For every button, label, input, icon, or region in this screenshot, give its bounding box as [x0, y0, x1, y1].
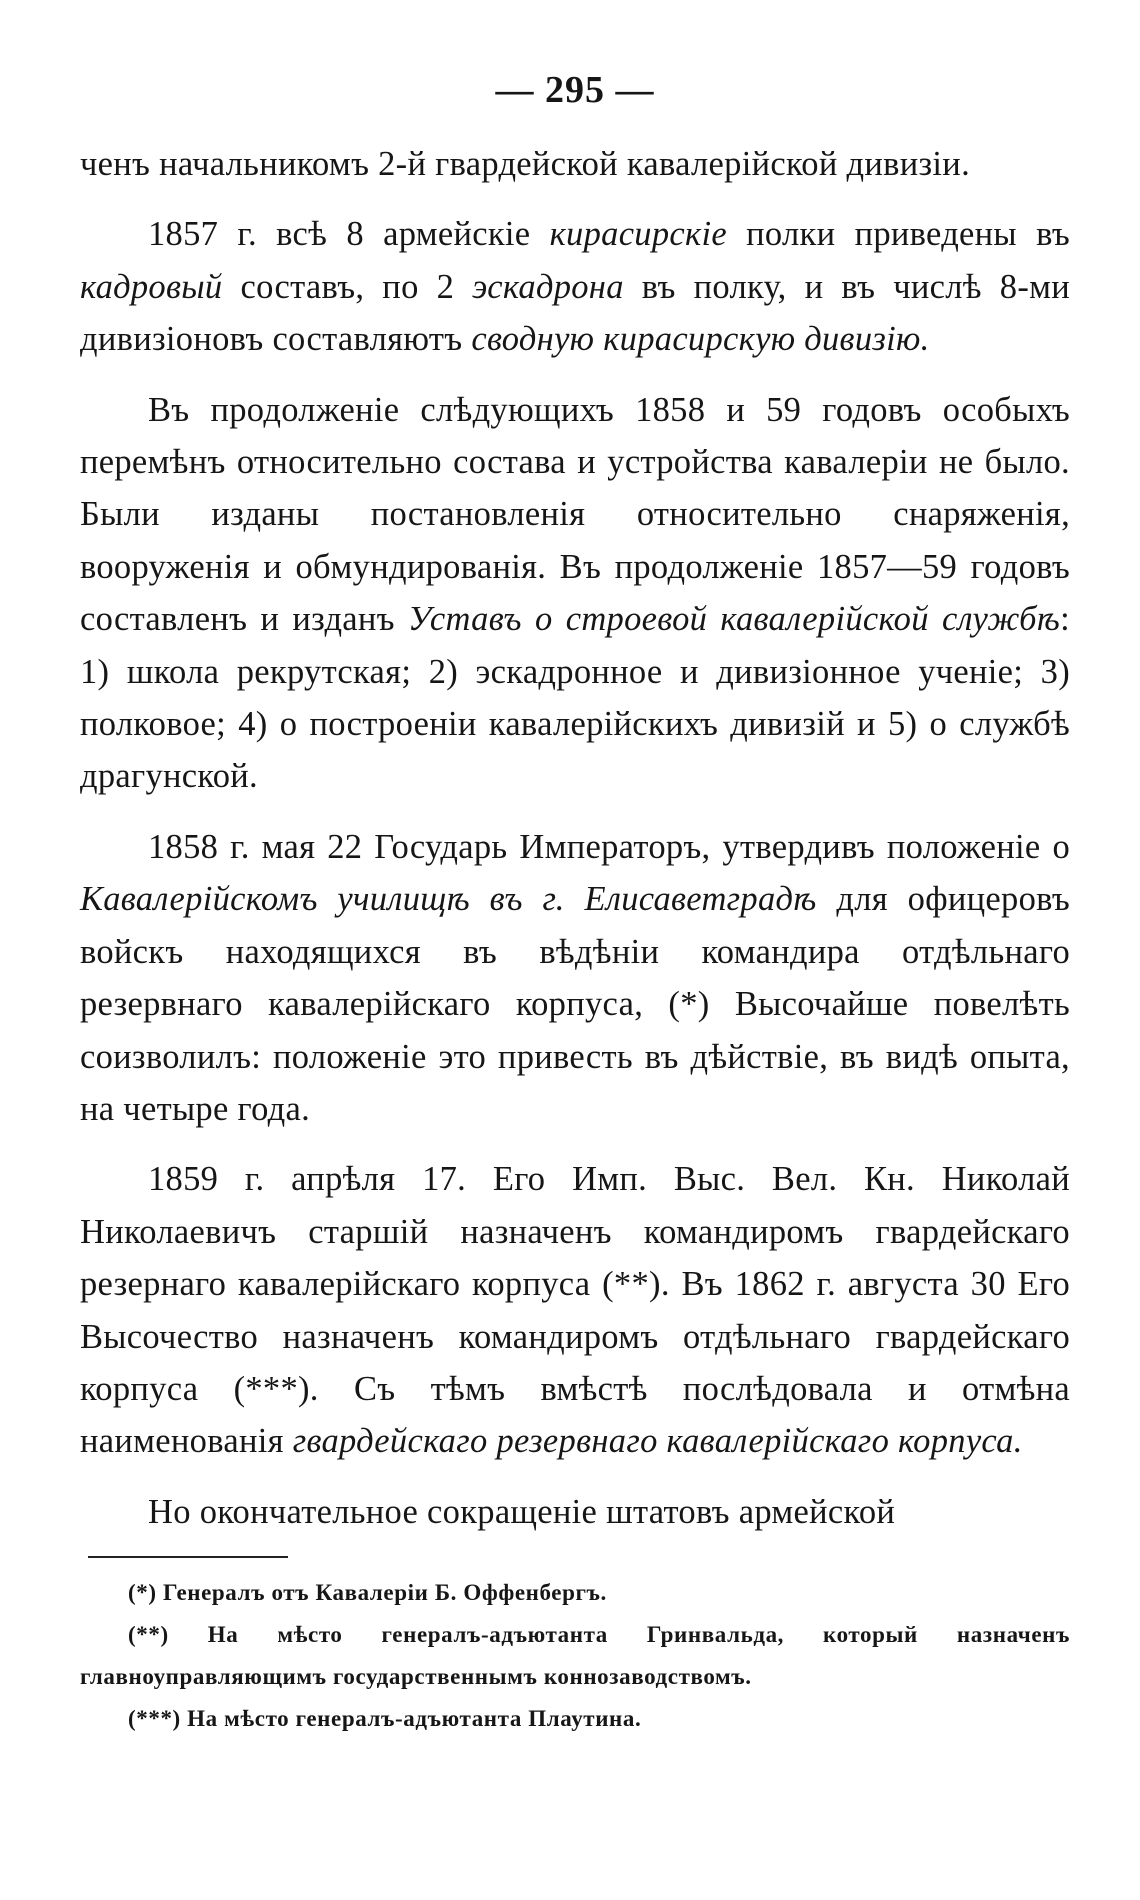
text-run: полки приведены въ [726, 215, 1070, 254]
text-run: ченъ начальникомъ 2-й гвардейской кавалерійской дивизіи. [80, 145, 970, 183]
text-run: въ полку, и въ числѣ 8-ми дивизіоновъ составляютъ [80, 267, 1070, 359]
footnote-divider [88, 1556, 288, 1558]
text-run: Но окончательное сокращеніе штатовъ армейской [148, 1492, 896, 1531]
italic-text: Уставъ о строевой кавалерійской службѣ [408, 600, 1061, 639]
text-run: составъ, по 2 [222, 267, 473, 306]
italic-text: сводную кирасирскую дивизію. [471, 320, 930, 359]
italic-text: гвардейскаго резервнаго кавалерійскаго корпуса. [292, 1422, 1023, 1461]
italic-text: кадровый [80, 267, 223, 306]
text-run: для офицеровъ войскъ находящихся въ вѣдѣніи командира отдѣльнаго резервнаго кавалерійскаго корпуса, (*) Высочайше повелѣть соизволилъ: положеніе это привесть въ дѣйствіе, въ видѣ опыта, на четыре года. [80, 880, 1070, 1128]
paragraph [80, 1153, 1070, 1467]
paragraph [80, 384, 1070, 803]
text-run: : 1) школа рекрутская; 2) эскадронное и дивизіонное ученіе; 3) полковое; 4) о построеніи кавалерійскихъ дивизій и 5) о службѣ драгунской. [80, 600, 1070, 796]
text-run: Въ продолженіе слѣдующихъ 1858 и 59 годовъ особыхъ перемѣнъ относительно состава и устройства кавалеріи не было. Были изданы постановленія относительно снаряженія, вооруженія и обмундированія. Въ продолженіе 1857—59 годовъ составленъ и изданъ [80, 390, 1070, 639]
page-number: — 295 — [495, 69, 655, 111]
text-run: 1858 г. мая 22 Государь Императоръ, утвердивъ положеніе о [148, 827, 1070, 866]
footnotes [80, 1572, 1070, 1740]
paragraph [80, 138, 1070, 190]
footnote: (*) Генералъ отъ Кавалеріи Б. Оффенбергъ. [128, 1580, 607, 1606]
paragraph [80, 821, 1070, 1135]
italic-text: эскадрона [472, 267, 624, 306]
paragraph [80, 208, 1070, 365]
text-run: 1857 г. всѣ 8 армейскіе [148, 215, 550, 254]
footnote: (**) На мѣсто генералъ-адъютанта Гринвальда, который назначенъ главноуправляющимъ государственнымъ коннозаводствомъ. [80, 1622, 1070, 1690]
text-run: 1859 г. апрѣля 17. Его Имп. Выс. Вел. Кн. Николай Николаевичъ старшій назначенъ командиромъ гвардейскаго резернаго кавалерійскаго корпуса (**). Въ 1862 г. августа 30 Его Высочество назначенъ командиромъ отдѣльнаго гвардейскаго корпуса (***). Съ тѣмъ вмѣстѣ послѣдовала и отмѣна наименованія [80, 1160, 1070, 1461]
book-page [80, 60, 1070, 1860]
footnote: (***) На мѣсто генералъ-адъютанта Плаутина. [128, 1706, 642, 1732]
paragraph [80, 1486, 1070, 1538]
italic-text: Кавалерійскомъ училищѣ въ г. Елисаветградѣ [80, 880, 817, 919]
italic-text: кирасирскіе [549, 215, 727, 254]
body-text [80, 138, 1070, 1538]
